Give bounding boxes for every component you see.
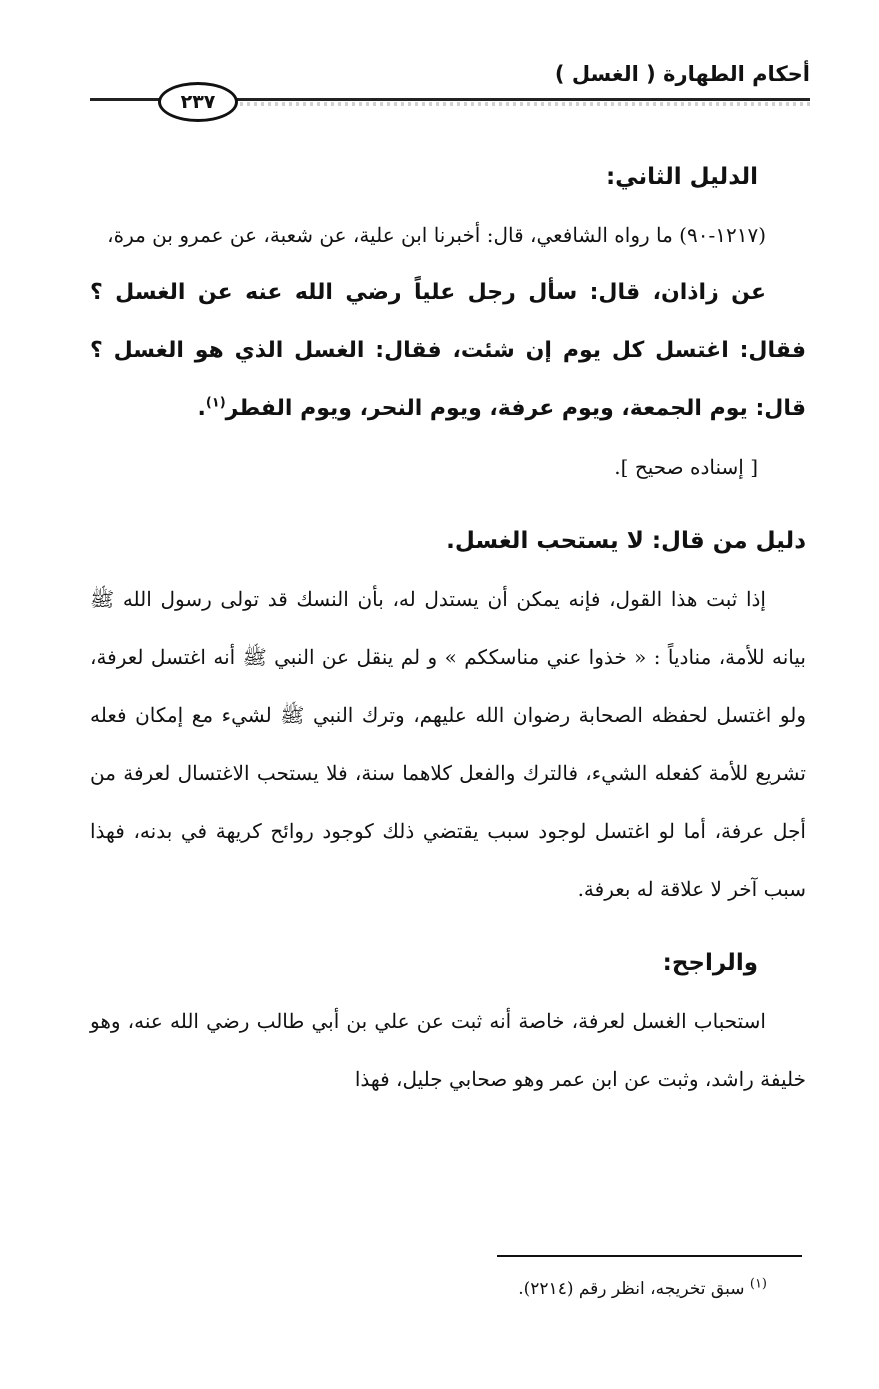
argument-paragraph: إذا ثبت هذا القول، فإنه يمكن أن يستدل له، بأن النسك قد تولى رسول الله ﷺ بيانه للأمة، منادياً : « خذوا عني مناسككم » و لم ينقل عن النبي ﷺ أنه اغتسل لعرفة، ولو اغتسل لحفظه الصحابة رضوان الله عليهم، وترك النبي ﷺ لشيء مع إمكان فعله تشريع للأمة كفعله الشيء، فالترك والفعل كلاهما سنة، فلا يستحب الاغتسال لعرفة من أجل عرفة، أما لو اغتسل لوجود سبب يقتضي ذلك كوجود روائح كريهة في بدنه، فهذا سبب آخر لا علاقة له بعرفة. [90,587,806,901]
heading-second-evidence: الدليل الثاني: [605,164,758,190]
header-rule-texture [240,102,810,106]
page-number: ٢٣٧ [158,82,238,122]
heading-not-recommended: دليل من قال: لا يستحب الغسل. [446,528,806,554]
hadith-end: . [197,396,206,421]
section-gap [90,918,806,934]
heading-preferred: والراجح: [662,950,758,976]
footnote [518,1276,767,1299]
running-head: أحكام الطهارة ( الغسل ) [554,62,810,86]
preferred-paragraph: استحباب الغسل لعرفة، خاصة أنه ثبت عن علي بن أبي طالب رضي الله عنه، وهو خليفة راشد، وثبت عن ابن عمر وهو صحابي جليل، فهذا [90,1009,806,1091]
footnote-reference: (١) [205,395,226,411]
page-header [90,58,810,118]
hadith-text [90,264,806,438]
section-gap [90,496,806,512]
main-text [90,148,806,1108]
footnote-rule [497,1255,802,1257]
narration-chain: (١٢١٧-٩٠) ما رواه الشافعي، قال: أخبرنا ابن علية، عن شعبة، عن عمرو بن مرة، [107,223,766,247]
footnote-text: سبق تخريجه، انظر رقم (٢٢١٤). [518,1279,745,1299]
hadith-grading: [ إسناده صحيح ]. [614,455,758,479]
hadith-body: عن زاذان، قال: سأل رجل علياً رضي الله عنه عن الغسل ؟ فقال: اغتسل كل يوم إن شئت، فقال: الغسل الذي هو الغسل ؟ قال: يوم الجمعة، ويوم عرفة، ويوم النحر، ويوم الفطر [90,280,806,421]
footnote-mark: (١) [749,1276,767,1292]
